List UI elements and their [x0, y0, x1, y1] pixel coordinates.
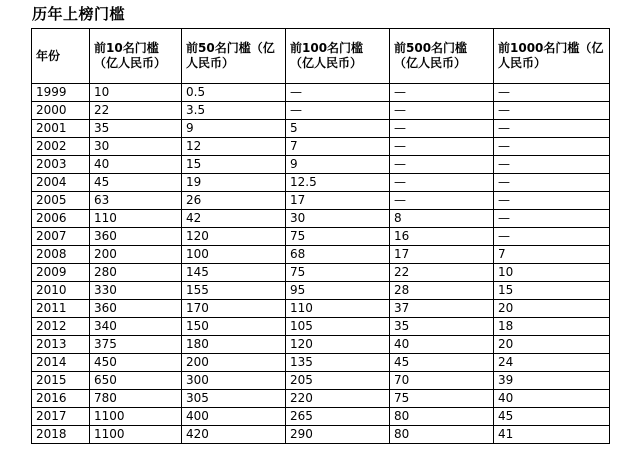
cell-top50: 150: [182, 318, 286, 336]
cell-top100: 68: [286, 246, 390, 264]
table-row: [32, 336, 610, 354]
cell-top1000: —: [494, 84, 610, 102]
table-row: [32, 426, 610, 444]
cell-top50: 200: [182, 354, 286, 372]
table-header: [32, 29, 610, 84]
cell-top1000: —: [494, 174, 610, 192]
cell-top100: 290: [286, 426, 390, 444]
cell-top10: 280: [90, 264, 182, 282]
cell-top1000: 15: [494, 282, 610, 300]
cell-top10: 360: [90, 228, 182, 246]
cell-year: 2014: [32, 354, 90, 372]
cell-top500: 28: [390, 282, 494, 300]
table-row: [32, 120, 610, 138]
cell-top10: 40: [90, 156, 182, 174]
cell-top1000: 40: [494, 390, 610, 408]
table-row: [32, 102, 610, 120]
cell-year: 2001: [32, 120, 90, 138]
threshold-table: [31, 28, 610, 444]
cell-top500: 22: [390, 264, 494, 282]
cell-top1000: 24: [494, 354, 610, 372]
cell-year: 2010: [32, 282, 90, 300]
header-top10: 前10名门槛（亿人民币）: [90, 29, 182, 84]
cell-top10: 200: [90, 246, 182, 264]
cell-top100: 135: [286, 354, 390, 372]
cell-top1000: —: [494, 156, 610, 174]
table-row: [32, 228, 610, 246]
cell-top500: —: [390, 84, 494, 102]
cell-top500: —: [390, 120, 494, 138]
cell-top10: 1100: [90, 408, 182, 426]
cell-top500: 40: [390, 336, 494, 354]
cell-top50: 3.5: [182, 102, 286, 120]
cell-top100: 220: [286, 390, 390, 408]
cell-top100: 75: [286, 228, 390, 246]
cell-top10: 650: [90, 372, 182, 390]
cell-top1000: 7: [494, 246, 610, 264]
cell-top100: 12.5: [286, 174, 390, 192]
table-row: [32, 192, 610, 210]
cell-year: 2009: [32, 264, 90, 282]
cell-top500: 35: [390, 318, 494, 336]
cell-year: 2002: [32, 138, 90, 156]
cell-top100: 5: [286, 120, 390, 138]
cell-year: 2004: [32, 174, 90, 192]
cell-year: 2000: [32, 102, 90, 120]
cell-year: 2015: [32, 372, 90, 390]
cell-year: 2007: [32, 228, 90, 246]
cell-year: 2013: [32, 336, 90, 354]
cell-top10: 22: [90, 102, 182, 120]
cell-top1000: —: [494, 192, 610, 210]
cell-top500: —: [390, 192, 494, 210]
cell-top500: 8: [390, 210, 494, 228]
table-row: [32, 318, 610, 336]
cell-top50: 155: [182, 282, 286, 300]
cell-top50: 420: [182, 426, 286, 444]
cell-top500: —: [390, 156, 494, 174]
table-row: [32, 174, 610, 192]
cell-top100: 17: [286, 192, 390, 210]
cell-top500: 45: [390, 354, 494, 372]
cell-top10: 780: [90, 390, 182, 408]
table-row: [32, 84, 610, 102]
table-row: [32, 354, 610, 372]
cell-top500: 16: [390, 228, 494, 246]
table-row: [32, 300, 610, 318]
cell-top1000: 45: [494, 408, 610, 426]
cell-top1000: —: [494, 120, 610, 138]
cell-top100: 75: [286, 264, 390, 282]
cell-top50: 300: [182, 372, 286, 390]
header-year: 年份: [32, 29, 90, 84]
cell-top100: 265: [286, 408, 390, 426]
cell-top50: 0.5: [182, 84, 286, 102]
cell-top500: 80: [390, 426, 494, 444]
cell-top500: 17: [390, 246, 494, 264]
cell-top500: —: [390, 174, 494, 192]
cell-top500: 37: [390, 300, 494, 318]
table-row: [32, 156, 610, 174]
cell-year: 2016: [32, 390, 90, 408]
header-top1000: 前1000名门槛（亿人民币）: [494, 29, 610, 84]
table-row: [32, 264, 610, 282]
cell-top1000: 20: [494, 300, 610, 318]
cell-top50: 180: [182, 336, 286, 354]
table-body: [32, 84, 610, 444]
table-row: [32, 408, 610, 426]
cell-top50: 305: [182, 390, 286, 408]
cell-year: 2011: [32, 300, 90, 318]
cell-top10: 360: [90, 300, 182, 318]
cell-year: 2005: [32, 192, 90, 210]
page-title: 历年上榜门槛: [32, 5, 126, 23]
cell-top1000: —: [494, 210, 610, 228]
header-top500: 前500名门槛（亿人民币）: [390, 29, 494, 84]
cell-top100: 105: [286, 318, 390, 336]
cell-top1000: —: [494, 102, 610, 120]
table-row: [32, 210, 610, 228]
cell-top50: 170: [182, 300, 286, 318]
cell-year: 2018: [32, 426, 90, 444]
cell-top1000: 18: [494, 318, 610, 336]
cell-year: 2012: [32, 318, 90, 336]
cell-top50: 19: [182, 174, 286, 192]
cell-top10: 330: [90, 282, 182, 300]
cell-top10: 340: [90, 318, 182, 336]
cell-top500: 80: [390, 408, 494, 426]
cell-top1000: —: [494, 138, 610, 156]
cell-top10: 1100: [90, 426, 182, 444]
cell-top1000: 41: [494, 426, 610, 444]
cell-top10: 35: [90, 120, 182, 138]
table-row: [32, 390, 610, 408]
cell-top100: 95: [286, 282, 390, 300]
cell-year: 2017: [32, 408, 90, 426]
cell-top100: —: [286, 102, 390, 120]
cell-year: 1999: [32, 84, 90, 102]
cell-top50: 9: [182, 120, 286, 138]
cell-top50: 26: [182, 192, 286, 210]
cell-year: 2008: [32, 246, 90, 264]
cell-top10: 45: [90, 174, 182, 192]
cell-year: 2003: [32, 156, 90, 174]
header-top50: 前50名门槛（亿人民币）: [182, 29, 286, 84]
cell-top10: 110: [90, 210, 182, 228]
cell-top100: 7: [286, 138, 390, 156]
cell-top100: 110: [286, 300, 390, 318]
cell-top100: 205: [286, 372, 390, 390]
cell-top1000: 20: [494, 336, 610, 354]
cell-top100: 120: [286, 336, 390, 354]
cell-top100: 30: [286, 210, 390, 228]
cell-top10: 450: [90, 354, 182, 372]
table-row: [32, 282, 610, 300]
cell-top50: 42: [182, 210, 286, 228]
cell-top50: 145: [182, 264, 286, 282]
cell-top100: —: [286, 84, 390, 102]
cell-top50: 15: [182, 156, 286, 174]
table-row: [32, 372, 610, 390]
cell-top500: —: [390, 138, 494, 156]
cell-top1000: 39: [494, 372, 610, 390]
cell-top10: 30: [90, 138, 182, 156]
table-row: [32, 246, 610, 264]
cell-top50: 12: [182, 138, 286, 156]
cell-top100: 9: [286, 156, 390, 174]
cell-top50: 100: [182, 246, 286, 264]
cell-top50: 400: [182, 408, 286, 426]
table-row: [32, 138, 610, 156]
cell-top500: —: [390, 102, 494, 120]
cell-top10: 10: [90, 84, 182, 102]
cell-top50: 120: [182, 228, 286, 246]
cell-top10: 375: [90, 336, 182, 354]
cell-top10: 63: [90, 192, 182, 210]
cell-top1000: —: [494, 228, 610, 246]
cell-top500: 70: [390, 372, 494, 390]
cell-year: 2006: [32, 210, 90, 228]
header-top100: 前100名门槛（亿人民币）: [286, 29, 390, 84]
cell-top500: 75: [390, 390, 494, 408]
cell-top1000: 10: [494, 264, 610, 282]
header-row: [32, 29, 610, 84]
